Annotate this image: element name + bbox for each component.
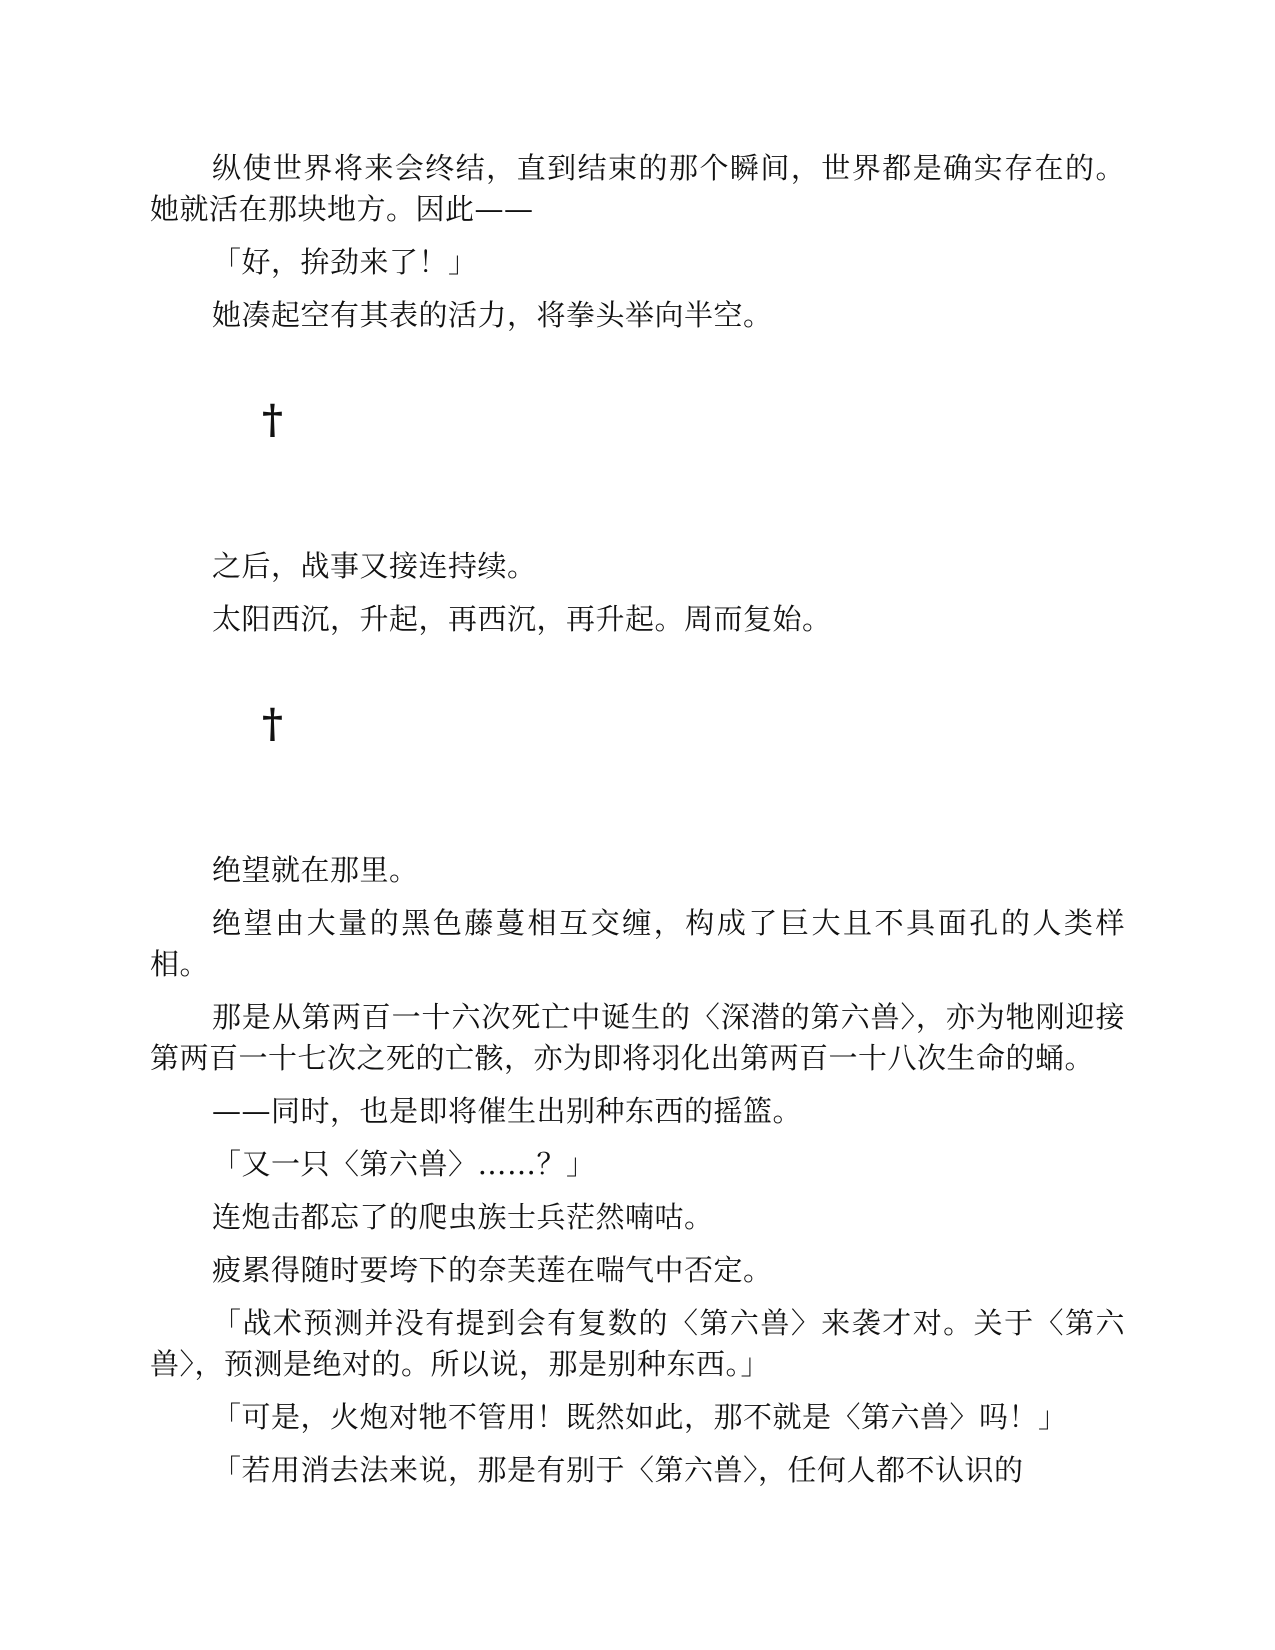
- paragraph: 那是从第两百一十六次死亡中诞生的〈深潜的第六兽〉，亦为牠刚迎接第两百一十七次之死的亡骸，亦为即将羽化出第两百一十八次生命的蛹。: [150, 1000, 1125, 1075]
- paragraph: 她凑起空有其表的活力，将拳头举向半空。: [212, 298, 773, 332]
- paragraph: 之后，战事又接连持续。: [212, 549, 537, 583]
- paragraph: 「好，拚劲来了！」: [212, 245, 478, 279]
- paragraph: 「战术预测并没有提到会有复数的〈第六兽〉来袭才对。关于〈第六兽〉，预测是绝对的。所以说，那是别种东西。」: [150, 1306, 1125, 1381]
- section-break: [150, 640, 1125, 850]
- paragraph: 「又一只〈第六兽〉……？」: [212, 1147, 596, 1181]
- paragraph: 「可是，火炮对牠不管用！既然如此，那不就是〈第六兽〉吗！」: [212, 1400, 1068, 1434]
- paragraph: 绝望由大量的黑色藤蔓相互交缠，构成了巨大且不具面孔的人类样相。: [150, 906, 1125, 981]
- paragraph: 绝望就在那里。: [212, 853, 419, 887]
- document-page: [150, 148, 1125, 1491]
- dagger-separator: †: [262, 700, 283, 747]
- paragraph: 疲累得随时要垮下的奈芙莲在喘气中否定。: [212, 1253, 773, 1287]
- paragraph: 「若用消去法来说，那是有别于〈第六兽〉，任何人都不认识的: [212, 1453, 1024, 1487]
- paragraph: ——同时，也是即将催生出别种东西的摇篮。: [212, 1094, 803, 1128]
- paragraph: 连炮击都忘了的爬虫族士兵茫然喃咕。: [212, 1200, 714, 1234]
- dagger-separator: †: [262, 396, 283, 443]
- section-break: [150, 336, 1125, 546]
- paragraph: 太阳西沉，升起，再西沉，再升起。周而复始。: [212, 602, 832, 636]
- paragraph: 纵使世界将来会终结，直到结束的那个瞬间，世界都是确实存在的。她就活在那块地方。因此——: [150, 151, 1125, 226]
